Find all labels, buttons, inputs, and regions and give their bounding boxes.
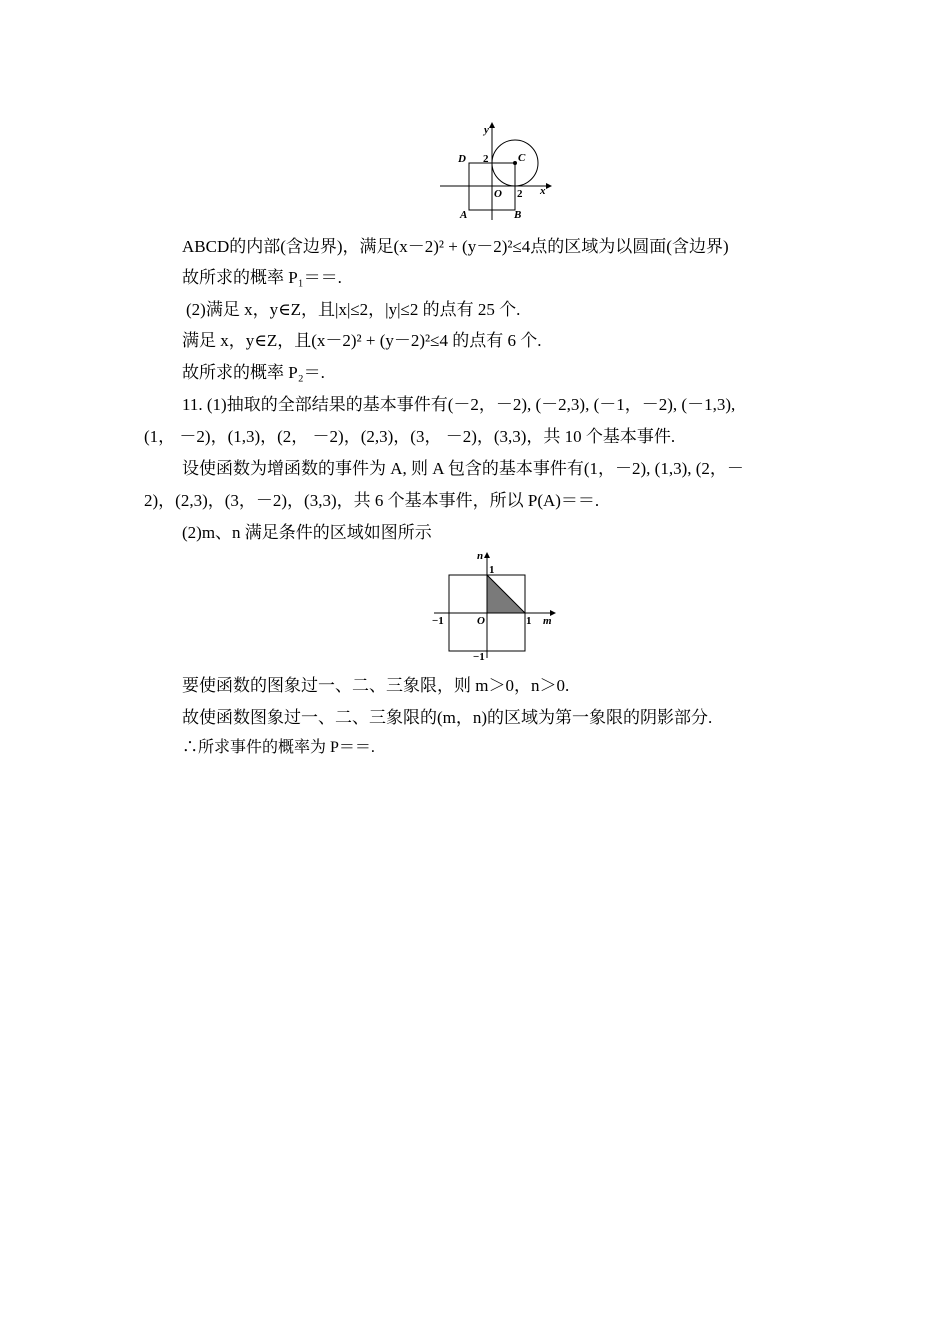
text-line-1: ABCD的内部(含边界)，满足(x－2)² + (y－2)²≤4点的区域为以圆面(含边界) xyxy=(182,237,729,256)
text-line-13: ∴所求事件的概率为 P＝＝. xyxy=(182,739,375,756)
shaded-triangle xyxy=(487,575,525,613)
x-arrow-icon xyxy=(546,183,552,189)
n-label: n xyxy=(477,550,484,562)
n-arrow-icon xyxy=(484,552,490,558)
y-arrow-icon xyxy=(489,122,495,128)
text-line-12: 故使函数图象过一、二、三象限的(m，n)的区域为第一象限的阴影部分. xyxy=(182,708,713,727)
b-label: B xyxy=(514,209,522,221)
x-label: x xyxy=(540,185,546,197)
one-m-label: 1 xyxy=(526,615,532,627)
o-label: O xyxy=(494,188,502,200)
two-x-label: 2 xyxy=(517,188,523,200)
text-line-8: 设使函数为增函数的事件为 A, 则 A 包含的基本事件有(1，－2), (1,3), (2，－ xyxy=(182,459,744,478)
text-line-10: (2)m、n 满足条件的区域如图所示 xyxy=(182,523,432,542)
point-c xyxy=(513,161,517,165)
two-y-label: 2 xyxy=(483,153,489,165)
one-n-label: 1 xyxy=(489,564,495,576)
figure-square-circle xyxy=(436,120,556,225)
text-line-2: 故所求的概率 P₁＝＝. xyxy=(182,268,342,287)
text-line-4: 满足 x，y∈Z，且(x－2)² + (y－2)²≤4 的点有 6 个. xyxy=(182,331,542,350)
text-line-7: (1， －2)，(1,3)，(2， －2)，(2,3)，(3， －2)，(3,3)，共 10 个基本事件. xyxy=(144,427,676,446)
o-label: O xyxy=(477,615,485,627)
neg-one-m-label: −1 xyxy=(432,615,444,627)
text-line-11: 要使函数的图象过一、二、三象限，则 m＞0，n＞0. xyxy=(182,676,570,695)
m-label: m xyxy=(543,615,552,627)
a-label: A xyxy=(460,209,468,221)
figure-mn-region xyxy=(428,548,563,664)
text-line-6: 11. (1)抽取的全部结果的基本事件有(－2，－2), (－2,3), (－1，－2), (－1,3), xyxy=(182,395,736,414)
d-label: D xyxy=(458,153,466,165)
text-line-5: 故所求的概率 P₂＝. xyxy=(182,363,325,382)
neg-one-n-label: −1 xyxy=(473,651,485,663)
c-label: C xyxy=(518,152,526,164)
text-line-3: (2)满足 x，y∈Z，且|x|≤2，|y|≤2 的点有 25 个. xyxy=(186,300,521,319)
text-line-9: 2)，(2,3)，(3，－2)，(3,3)，共 6 个基本事件，所以 P(A)＝＝. xyxy=(144,491,600,510)
y-label: y xyxy=(484,124,489,136)
